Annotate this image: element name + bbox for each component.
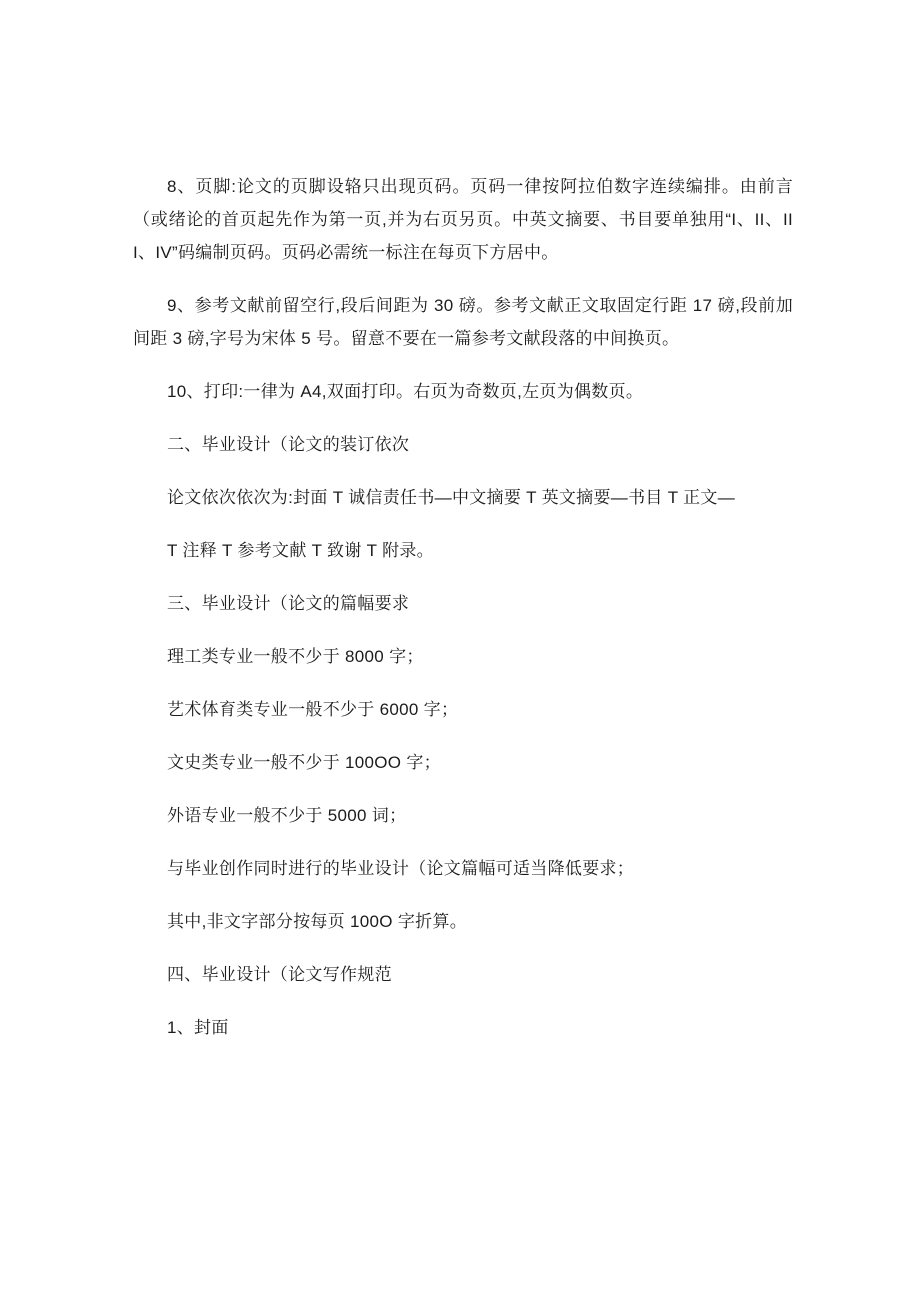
document-content	[133, 170, 793, 1064]
section-heading-binding-order: 二、毕业设计（论文的装订依次	[167, 435, 410, 454]
paragraph-binding-order-line2: T 注释 T 参考文献 T 致谢 T 附录。	[167, 541, 434, 560]
paragraph-length-art-sports: 艺术体育类专业一般不少于 6000 字；	[167, 700, 459, 719]
paragraph-footer-rule: 8、页脚:论文的页脚设辂只出现页码。页码一律按阿拉伯数字连续编排。由前言（或绪论的首页起先作为第一页,并为右页另页。中英文摘要、书目要单独用“I、II、III、IV”码编制页码。页码必需统一标注在每页下方居中。	[133, 177, 793, 262]
paragraph-length-science: 理工类专业一般不少于 8000 字；	[167, 647, 424, 666]
paragraph-length-liberal-arts: 文史类专业一般不少于 100OO 字；	[167, 753, 441, 772]
paragraph-binding-order-line1: 论文依次依次为:封面 T 诚信责任书—中文摘要 T 英文摘要—书目 T 正文—	[167, 488, 735, 507]
section-heading-writing-standards: 四、毕业设计（论文写作规范	[167, 965, 392, 984]
paragraph-nontext-conversion: 其中,非文字部分按每页 100O 字折算。	[167, 912, 468, 931]
paragraph-length-with-creation: 与毕业创作同时进行的毕业设计（论文篇幅可适当降低要求；	[167, 859, 635, 878]
paragraph-references-rule: 9、参考文献前留空行,段后间距为 30 磅。参考文献正文取固定行距 17 磅,段前加间距 3 磅,字号为宋体 5 号。留意不要在一篇参考文献段落的中间换页。	[133, 296, 793, 348]
paragraph-length-foreign-language: 外语专业一般不少于 5000 词；	[167, 806, 407, 825]
section-heading-length-requirements: 三、毕业设计（论文的篇幅要求	[167, 594, 410, 613]
paragraph-cover-item: 1、封面	[167, 1018, 229, 1037]
paragraph-printing-rule: 10、打印:一律为 A4,双面打印。右页为奇数页,左页为偶数页。	[167, 382, 644, 401]
